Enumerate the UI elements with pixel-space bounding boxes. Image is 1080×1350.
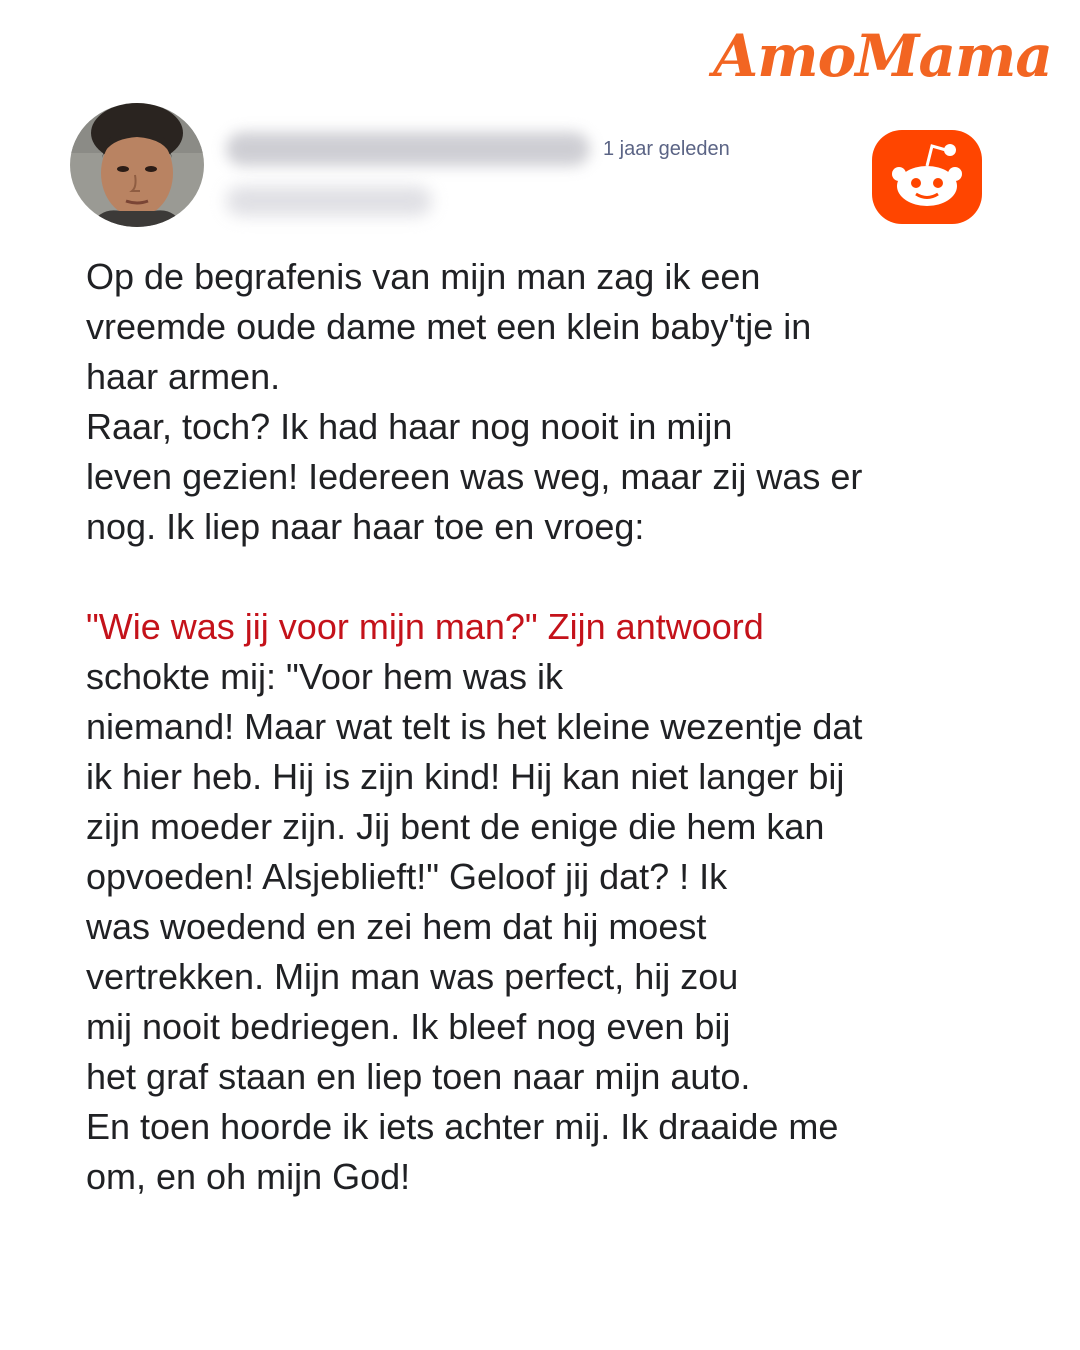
story-line: haar armen.	[86, 356, 281, 397]
story-line: mij nooit bedriegen. Ik bleef nog even bij	[86, 1006, 731, 1047]
story-line: vertrekken. Mijn man was perfect, hij zou	[86, 956, 739, 997]
story-line: opvoeden! Alsjeblieft!" Geloof jij dat? ! Ik	[86, 856, 728, 897]
post-body	[86, 252, 1036, 1202]
story-line: schokte mij: "Voor hem was ik	[86, 656, 563, 697]
reddit-icon	[872, 130, 982, 224]
story-line: het graf staan en liep toen naar mijn auto.	[86, 1056, 751, 1097]
post-timestamp: 1 jaar geleden	[603, 138, 730, 160]
story-line: nog. Ik liep naar haar toe en vroeg:	[86, 506, 645, 547]
story-line: ik hier heb. Hij is zijn kind! Hij kan niet langer bij	[86, 756, 845, 797]
story-line: leven gezien! Iedereen was weg, maar zij was er	[86, 456, 863, 497]
paragraph-gap	[86, 552, 1036, 602]
avatar[interactable]	[70, 103, 204, 227]
story-highlight-line: "Wie was jij voor mijn man?" Zijn antwoord	[86, 606, 764, 647]
story-line: Raar, toch? Ik had haar nog nooit in mijn	[86, 406, 733, 447]
story-line: Op de begrafenis van mijn man zag ik een	[86, 256, 761, 297]
story-line: was woedend en zei hem dat hij moest	[86, 906, 707, 947]
blurred-subtitle	[226, 186, 432, 216]
amomama-logo: AmoMama	[713, 22, 1052, 90]
story-line: niemand! Maar wat telt is het kleine wezentje dat	[86, 706, 863, 747]
avatar-photo	[70, 103, 204, 227]
story-line: vreemde oude dame met een klein baby'tje in	[86, 306, 812, 347]
blurred-username	[226, 132, 590, 166]
story-line: zijn moeder zijn. Jij bent de enige die hem kan	[86, 806, 825, 847]
story-line: om, en oh mijn God!	[86, 1156, 411, 1197]
story-line: En toen hoorde ik iets achter mij. Ik draaide me	[86, 1106, 839, 1147]
